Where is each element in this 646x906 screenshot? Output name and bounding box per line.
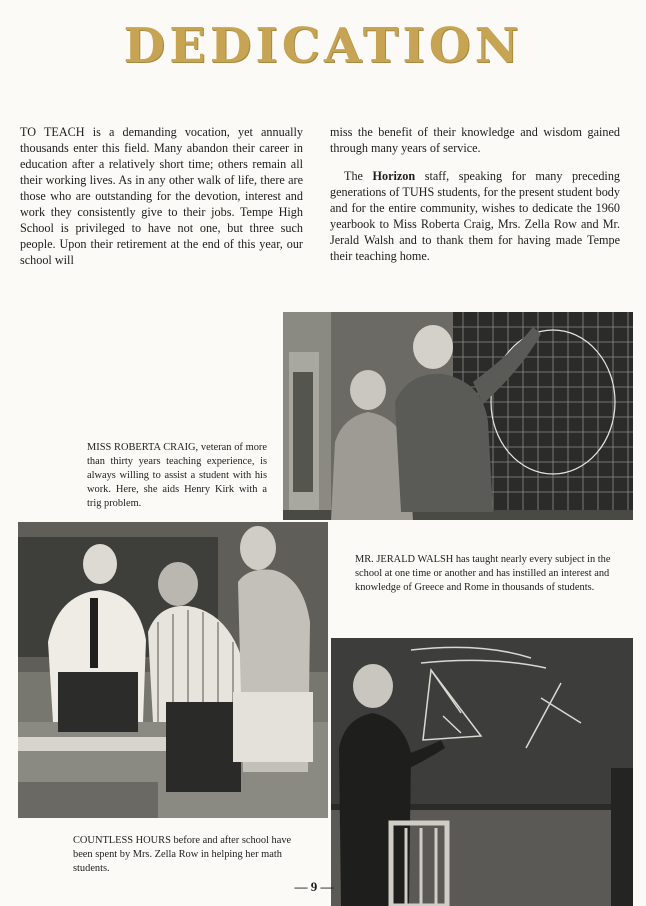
photo-walsh-chalkboard bbox=[331, 638, 633, 906]
photo-row-students bbox=[18, 522, 328, 818]
dedication-text-start: The bbox=[344, 169, 373, 183]
caption-row: COUNTLESS HOURS before and after school have been spent by Mrs. Zella Row in helping her math students. bbox=[73, 835, 292, 874]
intro-paragraph: TO TEACH is a demanding vocation, yet annually thousands enter this field. Many abandon their career in education after a relatively short time; others remain all their working lives. As in any other walk of life, there are those who are outstanding for the devotion, interest and work they consistently give to their jobs. Tempe High School is privileged to have not one, but three such people. Upon their retirement at the end of this year, our school will bbox=[20, 125, 303, 267]
dedication-text-rest: staff, speaking for many preceding generations of TUHS students, for the present student body and for the entire community, wishes to dedicate the 1960 yearbook to Miss Roberta Craig, Mrs. Zella Row and Mr. Jerald Walsh and to thank them for having made Tempe their teaching home. bbox=[330, 169, 621, 263]
photo-craig-graph-board bbox=[283, 312, 633, 520]
intro-paragraph-continued: miss the benefit of their knowledge and wisdom gained through many years of service. bbox=[330, 125, 620, 155]
intro-column-right bbox=[330, 124, 620, 276]
caption-craig: MISS ROBERTA CRAIG, veteran of more than thirty years teaching experience, is always willing to assist a student with his work. Here, she aids Henry Kirk with a trig problem. bbox=[87, 442, 267, 509]
page-title: DEDICATION bbox=[123, 18, 523, 74]
caption-walsh: MR. JERALD WALSH has taught nearly every subject in the school at one time or another and has instilled an interest and knowledge of Greece and Rome in thousands of students. bbox=[355, 554, 611, 593]
yearbook-name: Horizon bbox=[372, 169, 416, 183]
dedication-paragraph bbox=[330, 168, 620, 264]
intro-column-left bbox=[20, 124, 303, 280]
page-number: — 9 — bbox=[294, 879, 334, 894]
